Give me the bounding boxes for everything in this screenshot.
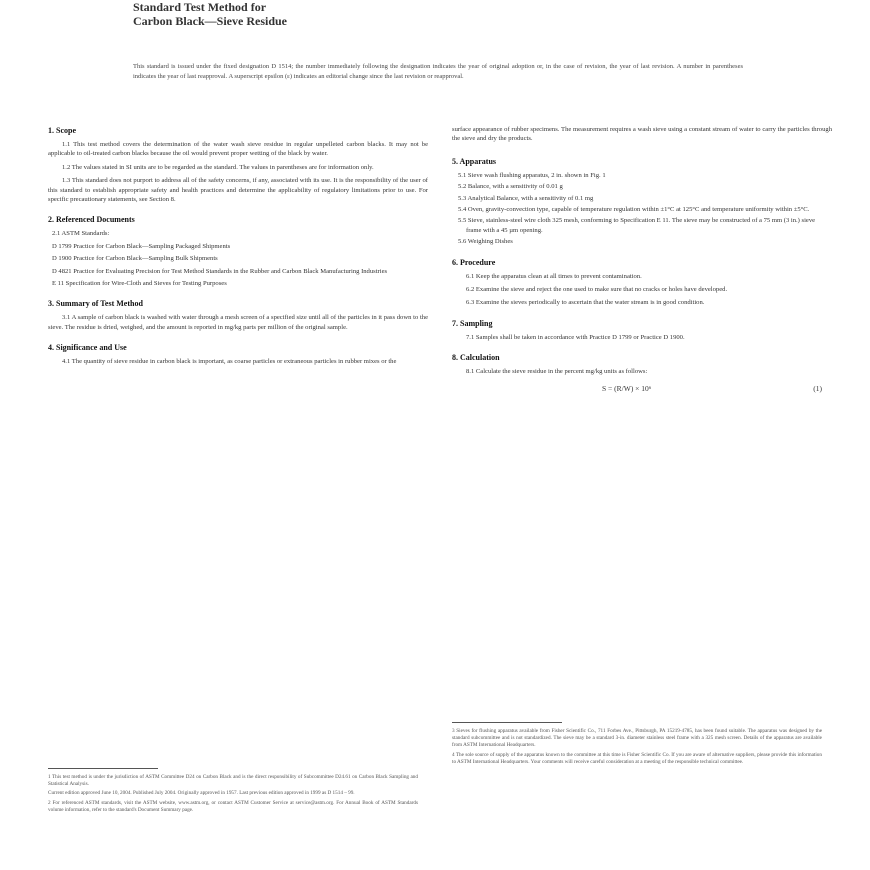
apparatus-item: 5.6 Weighing Dishes (458, 238, 513, 246)
apparatus-item: 5.5 Sieve, stainless-steel wire cloth 325 mesh, conforming to Specification E 11. The sieve may be constructed of a 75 mm (3 in.) sieve frame with a 45 µm opening. (458, 217, 816, 234)
paragraph: 1.1 This test method covers the determination of the water wash sieve residue in regular unpelleted carbon blacks. It may not be applicable to oil-treated carbon blacks because the oil would prevent proper wetting of the black by water. (48, 141, 428, 158)
paragraph: 6.2 Examine the sieve and reject the one used to make sure that no cracks or holes have developed. (466, 286, 728, 294)
paragraph: 6.3 Examine the sieves periodically to ascertain that the water stream is in good condition. (466, 299, 705, 307)
section-heading: 5. Apparatus (452, 156, 497, 166)
standard-notice: This standard is issued under the fixed designation D 1514; the number immediately following the designation indicates the year of original adoption or, in the case of revision, the year of last revision. A number in parentheses indicates the year of last reapproval. A superscript epsilon (ε) indicates an editorial change since the last revision or reapproval. (133, 63, 743, 80)
section-sampling (452, 318, 832, 342)
section-calculation (452, 352, 832, 396)
section-heading: 4. Significance and Use (48, 343, 127, 353)
reference-item: 2.1 ASTM Standards: (52, 230, 110, 238)
footnote: 1 This test method is under the jurisdiction of ASTM Committee D24 on Carbon Black and is the direct responsibility of Subcommittee D24.61 on Carbon Black Sampling and Statistical Analysis. (48, 774, 418, 788)
apparatus-item: 5.3 Analytical Balance, with a sensitivity of 0.1 mg (458, 194, 594, 202)
section-heading: 8. Calculation (452, 353, 500, 363)
equation-row (452, 383, 832, 397)
footnote-rule (452, 722, 562, 723)
paragraph: surface appearance of rubber specimens. The measurement requires a wash sieve using a constant stream of water to carry the particles through the sieve and dry the products. (452, 126, 832, 143)
paragraph: 1.3 This standard does not purport to address all of the safety concerns, if any, associated with its use. It is the responsibility of the user of this standard to establish appropriate safety and health practices and determine the applicability of regulatory limitations prior to use. For specific precautionary statements, see Section 8. (48, 177, 428, 204)
paragraph: 8.1 Calculate the sieve residue in the percent mg/kg units as follows: (466, 368, 648, 376)
title-line-2: Carbon Black—Sieve Residue (133, 14, 288, 28)
section-apparatus (452, 156, 832, 247)
paragraph: 3.1 A sample of carbon black is washed with water through a mesh screen of a specified size until all of the particles in it pass down to the sieve. The residue is dried, weighed, and the amount is reported in mg/kg parts per million of the original sample. (48, 314, 428, 331)
footnote: 2 For referenced ASTM standards, visit the ASTM website, www.astm.org, or contact ASTM Customer Service at service@astm.org. For Annual Book of ASTM Standards volume information, refer to the standard's Document Summary page. (48, 799, 418, 813)
footnote: Current edition approved June 10, 2004. Published July 2004. Originally approved in 1957. Last previous edition approved in 1999 as D 1514 – 99. (48, 790, 355, 797)
footnote: 4 The sole source of supply of the apparatus known to the committee at this time is Fisher Scientific Co. If you are aware of alternative suppliers, please provide this information to ASTM International Headquarters. Your comments will receive careful consideration at a meeting of the responsible technical committee. (452, 751, 822, 765)
equation: S = (R/W) × 10⁶ (602, 383, 652, 393)
paragraph: 1.2 The values stated in SI units are to be regarded as the standard. The values in parentheses are for information only. (62, 163, 374, 171)
section-summary (48, 298, 428, 332)
reference-item: D 1900 Practice for Carbon Black—Sampling Bulk Shipments (52, 255, 218, 263)
reference-item: E 11 Specification for Wire-Cloth and Sieves for Testing Purposes (52, 280, 227, 288)
paragraph: 4.1 The quantity of sieve residue in carbon black is important, as coarse particles or extraneous particles in rubber mixes or the (62, 358, 397, 366)
section-scope (48, 125, 428, 204)
reference-item: D 1799 Practice for Carbon Black—Sampling Packaged Shipments (52, 242, 231, 250)
left-footnotes (48, 774, 418, 816)
apparatus-item: 5.2 Balance, with a sensitivity of 0.01 g (458, 183, 563, 191)
paragraph: 6.1 Keep the apparatus clean at all times to prevent contamination. (466, 272, 642, 280)
equation-number: (1) (813, 383, 822, 393)
right-footnotes (452, 728, 822, 768)
section-heading: 6. Procedure (452, 257, 496, 267)
footnote-rule (48, 768, 158, 769)
section-heading: 3. Summary of Test Method (48, 299, 143, 309)
section-procedure (452, 257, 832, 308)
paragraph: 7.1 Samples shall be taken in accordance with Practice D 1799 or Practice D 1900. (466, 333, 685, 341)
left-column (48, 125, 428, 377)
right-column (452, 125, 832, 407)
apparatus-item: 5.1 Sieve wash flushing apparatus, 2 in. shown in Fig. 1 (458, 171, 606, 179)
reference-item: D 4821 Practice for Evaluating Precision for Test Method Standards in the Rubber and Carbon Black Manufacturing Industries (52, 267, 388, 275)
section-significance (48, 342, 428, 366)
section-heading: 7. Sampling (452, 318, 493, 328)
document-title (133, 0, 733, 28)
footnote: 3 Sieves for flushing apparatus available from Fisher Scientific Co., 711 Forbes Ave., Pittsburgh, PA 15219-4785, has been found suitable. The apparatus was designed by the standard subcommittee and is not standardized. The sieve may be a standard 3-in. diameter stainless steel frame with a 325 mesh screen. Details of the apparatus are available from ASTM International Headquarters. (452, 728, 822, 749)
title-line-1: Standard Test Method for (133, 0, 267, 14)
section-referenced-documents (48, 214, 428, 288)
apparatus-item: 5.4 Oven, gravity-convection type, capable of temperature regulation within ±1°C at 125°C and temperature uniformity within ±5°C. (458, 206, 810, 214)
section-heading: 2. Referenced Documents (48, 215, 135, 225)
section-heading: 1. Scope (48, 126, 76, 135)
